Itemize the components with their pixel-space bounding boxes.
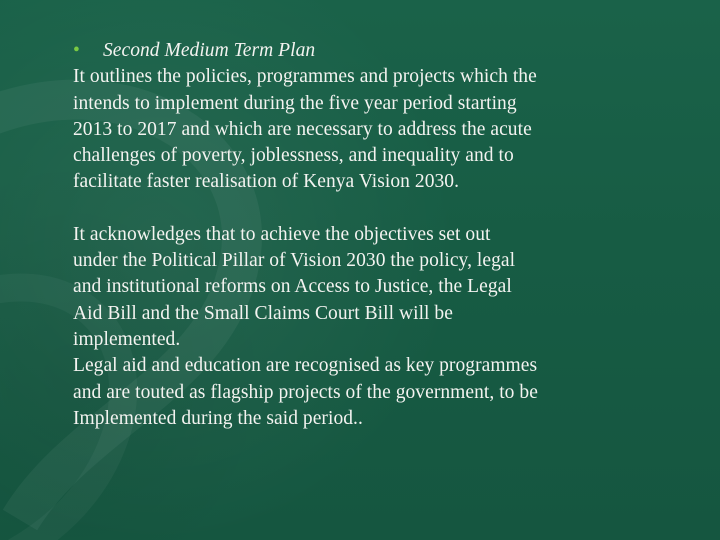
slide-content <box>73 38 673 432</box>
paragraph-outline: It outlines the policies, programmes and projects which the intends to implement during the five year period starting 2013 to 2017 and which are necessary to address the acute challenges of poverty, joblessness, and inequality and to facilitate faster realisation of Kenya Vision 2030. <box>73 66 537 193</box>
paragraph-legal-aid: Legal aid and education are recognised as key programmes and are touted as flagship projects of the government, to be Implemented during the said period.. <box>73 355 538 429</box>
paragraph-objectives: It acknowledges that to achieve the objectives set out under the Political Pillar of Vision 2030 the policy, legal and institutional reforms on Access to Justice, the Legal Aid Bill and the Small Claims Court Bill will be implemented. <box>73 223 516 350</box>
bullet-icon: • <box>73 40 80 61</box>
heading-text: Second Medium Term Plan <box>103 40 316 61</box>
slide-heading <box>73 38 673 64</box>
paragraph-gap <box>73 196 673 222</box>
